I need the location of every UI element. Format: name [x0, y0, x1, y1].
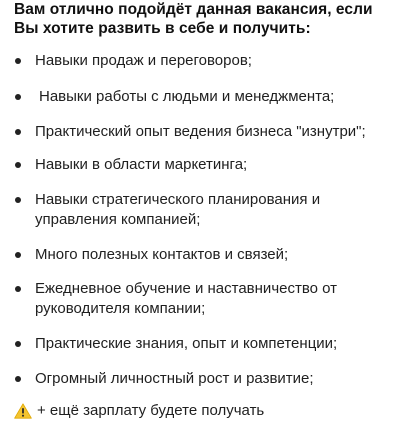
bullet-icon	[15, 252, 21, 258]
salary-note	[14, 401, 390, 421]
list-item	[14, 51, 390, 71]
list-item	[14, 369, 390, 389]
list-item-text: Навыки продаж и переговоров;	[35, 52, 252, 69]
bullet-icon	[15, 376, 21, 382]
list-item	[14, 122, 390, 142]
list-item-text: Практический опыт ведения бизнеса "изнутри";	[35, 123, 366, 140]
list-item	[14, 190, 390, 230]
list-item-text: Огромный личностный рост и развитие;	[35, 370, 314, 387]
intro-heading: Вам отлично подойдёт данная вакансия, если Вы хотите развить в себе и получить:	[14, 1, 373, 37]
bullet-icon	[15, 58, 21, 64]
salary-note-text: + ещё зарплату будете получать	[37, 402, 265, 419]
bullet-icon	[15, 94, 21, 100]
warning-icon	[14, 403, 32, 419]
list-item-text: Навыки стратегического планирования и управления компанией;	[35, 191, 321, 228]
list-item	[14, 279, 390, 319]
list-item-text: Практические знания, опыт и компетенции;	[35, 335, 338, 352]
list-item-text: Навыки работы с людьми и менеджмента;	[39, 88, 335, 105]
list-item	[14, 334, 390, 354]
list-item	[14, 245, 390, 265]
bullet-icon	[15, 162, 21, 168]
list-item-text: Много полезных контактов и связей;	[35, 246, 289, 263]
bullet-icon	[15, 286, 21, 292]
bullet-icon	[15, 129, 21, 135]
bullet-icon	[15, 197, 21, 203]
list-item-text: Навыки в области маркетинга;	[35, 156, 248, 173]
list-item-text: Ежедневное обучение и наставничество от руководителя компании;	[35, 280, 338, 317]
list-item	[14, 87, 390, 107]
list-item	[14, 155, 390, 175]
bullet-icon	[15, 341, 21, 347]
